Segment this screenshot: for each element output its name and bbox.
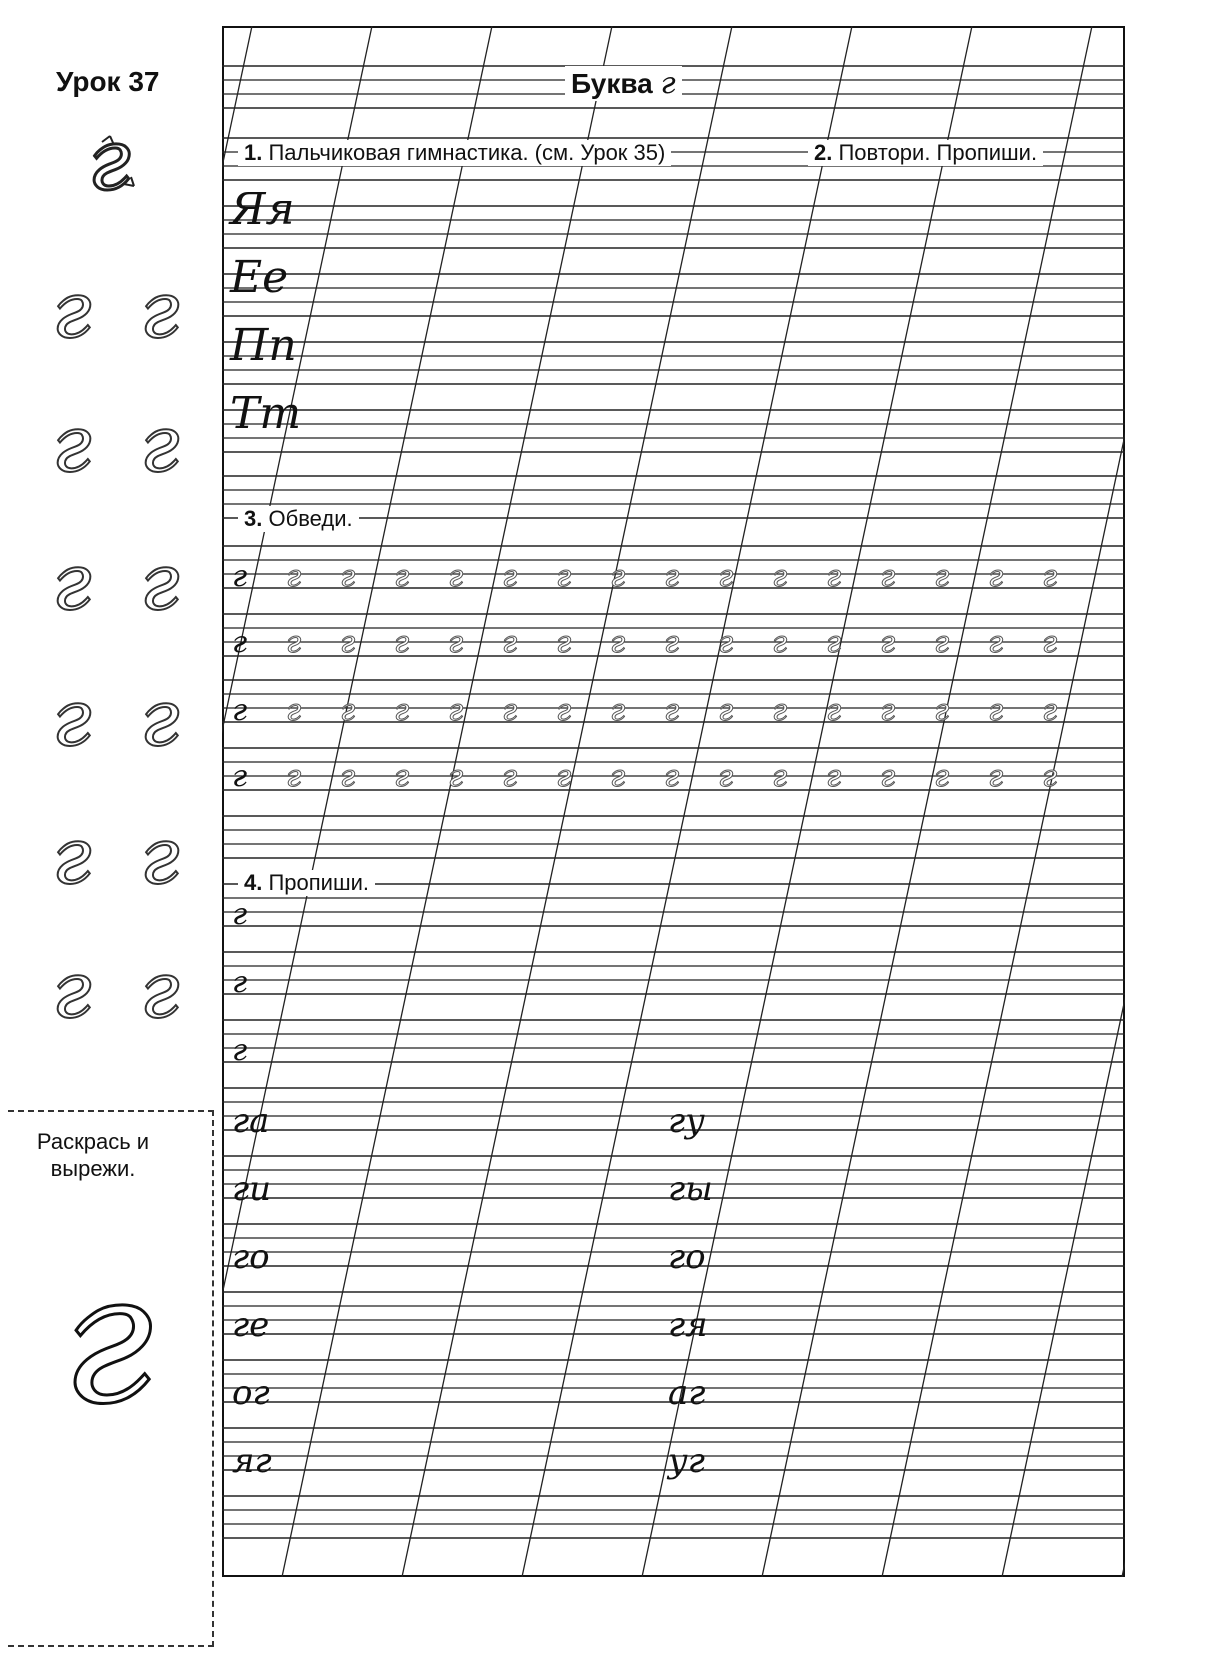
- trace-letter: г: [394, 693, 410, 728]
- trace-letter: г: [610, 693, 626, 728]
- trace-letter: г: [340, 559, 356, 594]
- trace-letter: г: [934, 759, 950, 794]
- letter-heading-letter: г: [660, 66, 676, 101]
- sample-letter: г: [140, 946, 180, 1036]
- syllable-left: ги: [232, 1169, 272, 1209]
- trace-letter: г: [664, 693, 680, 728]
- sample-letter: г: [140, 538, 180, 628]
- task-1-text: Пальчиковая гимнастика. (см. Урок 35): [268, 140, 666, 165]
- trace-letter: г: [664, 625, 680, 660]
- trace-letter: г: [502, 693, 518, 728]
- trace-letter: г: [394, 559, 410, 594]
- syllable-left: ге: [232, 1305, 270, 1345]
- trace-letter: г: [610, 759, 626, 794]
- trace-letter: г: [826, 693, 842, 728]
- trace-letter: г: [1042, 759, 1058, 794]
- sample-letter: г: [140, 400, 180, 490]
- sample-letter: г: [52, 946, 92, 1036]
- sample-letter: г: [52, 538, 92, 628]
- syllable-right: го: [668, 1237, 706, 1277]
- trace-letter: г: [502, 625, 518, 660]
- trace-letter: г: [340, 759, 356, 794]
- trace-letter: г: [556, 759, 572, 794]
- task-2-number: 2.: [814, 140, 833, 165]
- trace-letter: г: [232, 625, 248, 660]
- trace-letter: г: [988, 693, 1004, 728]
- trace-letter: г: [934, 693, 950, 728]
- trace-letter: г: [988, 759, 1004, 794]
- trace-letter: г: [880, 559, 896, 594]
- trace-letter: г: [394, 759, 410, 794]
- sample-letter: г: [52, 266, 92, 356]
- repeat-letter-pair: Яя: [230, 184, 295, 235]
- trace-letter: г: [394, 625, 410, 660]
- trace-letter: г: [286, 759, 302, 794]
- trace-letter: г: [556, 559, 572, 594]
- task-4-text: Пропиши.: [268, 870, 370, 895]
- repeat-letter-pair: Тт: [230, 388, 302, 439]
- sample-letter: г: [52, 674, 92, 764]
- task-2-text: Повтори. Пропиши.: [838, 140, 1038, 165]
- trace-letter: г: [286, 559, 302, 594]
- trace-letter: г: [502, 559, 518, 594]
- trace-letter: г: [826, 759, 842, 794]
- task-3-text: Обведи.: [268, 506, 353, 531]
- task-2-heading: [808, 140, 1043, 166]
- repeat-letter-pair: Ее: [230, 252, 289, 303]
- trace-letter: г: [448, 625, 464, 660]
- trace-letter: г: [610, 559, 626, 594]
- trace-letter: г: [286, 625, 302, 660]
- trace-letter: г: [934, 559, 950, 594]
- sample-letter: г: [140, 674, 180, 764]
- cutout-letter-glyph: г: [62, 1235, 153, 1444]
- trace-letter: г: [988, 559, 1004, 594]
- trace-letter: г: [1042, 559, 1058, 594]
- trace-letter: г: [664, 759, 680, 794]
- trace-letter: г: [772, 625, 788, 660]
- syllable-right: аг: [668, 1373, 706, 1413]
- syllable-right: гу: [668, 1101, 705, 1141]
- syllable-left: га: [232, 1101, 270, 1141]
- sample-letter: г: [52, 812, 92, 902]
- trace-letter: г: [718, 559, 734, 594]
- trace-letter: г: [556, 625, 572, 660]
- task-1-heading: [238, 140, 671, 166]
- trace-letter: г: [718, 759, 734, 794]
- task-4-number: 4.: [244, 870, 263, 895]
- trace-letter: г: [610, 625, 626, 660]
- trace-letter: г: [988, 625, 1004, 660]
- trace-letter: г: [232, 693, 248, 728]
- sample-letter: г: [140, 266, 180, 356]
- trace-letter: г: [772, 559, 788, 594]
- trace-letter: г: [340, 693, 356, 728]
- trace-letter: г: [718, 693, 734, 728]
- repeat-letter-pair: Пп: [230, 320, 297, 371]
- syllable-right: гя: [668, 1305, 708, 1345]
- trace-letter: г: [232, 559, 248, 594]
- trace-letter: г: [880, 759, 896, 794]
- trace-letter: г: [718, 625, 734, 660]
- trace-letter: г: [340, 625, 356, 660]
- task-1-number: 1.: [244, 140, 263, 165]
- task-4-heading: [238, 870, 375, 896]
- trace-letter: г: [934, 625, 950, 660]
- stroke-arrows-icon: [80, 126, 150, 206]
- sample-letter: г: [52, 400, 92, 490]
- trace-letter: г: [826, 559, 842, 594]
- trace-letter: г: [502, 759, 518, 794]
- trace-letter: г: [772, 759, 788, 794]
- trace-letter: г: [1042, 693, 1058, 728]
- sample-letter: г: [140, 812, 180, 902]
- task-3-heading: [238, 506, 359, 532]
- trace-letter: г: [880, 693, 896, 728]
- write-letter: г: [232, 965, 248, 1000]
- cutout-letter: [62, 1235, 153, 1444]
- lesson-title: Урок 37: [56, 66, 160, 97]
- trace-letter: г: [664, 559, 680, 594]
- syllable-left: ог: [232, 1373, 270, 1413]
- hero-letter-glyph: г: [88, 111, 131, 209]
- trace-letter: г: [880, 625, 896, 660]
- trace-letter: г: [286, 693, 302, 728]
- trace-letter: г: [448, 759, 464, 794]
- trace-letter: г: [448, 559, 464, 594]
- trace-letter: г: [448, 693, 464, 728]
- syllable-left: яг: [232, 1441, 272, 1481]
- syllable-left: го: [232, 1237, 270, 1277]
- cutout-label: Раскрась и вырежи.: [36, 1129, 150, 1181]
- trace-letter: г: [556, 693, 572, 728]
- syllable-right: уг: [668, 1441, 705, 1481]
- trace-letter: г: [826, 625, 842, 660]
- trace-letter: г: [772, 693, 788, 728]
- syllable-right: гы: [668, 1169, 713, 1209]
- write-letter: г: [232, 1033, 248, 1068]
- letter-heading-label: Буква: [571, 68, 653, 99]
- task-3-number: 3.: [244, 506, 263, 531]
- letter-heading: [565, 66, 682, 101]
- write-letter: г: [232, 897, 248, 932]
- trace-letter: г: [232, 759, 248, 794]
- trace-letter: г: [1042, 625, 1058, 660]
